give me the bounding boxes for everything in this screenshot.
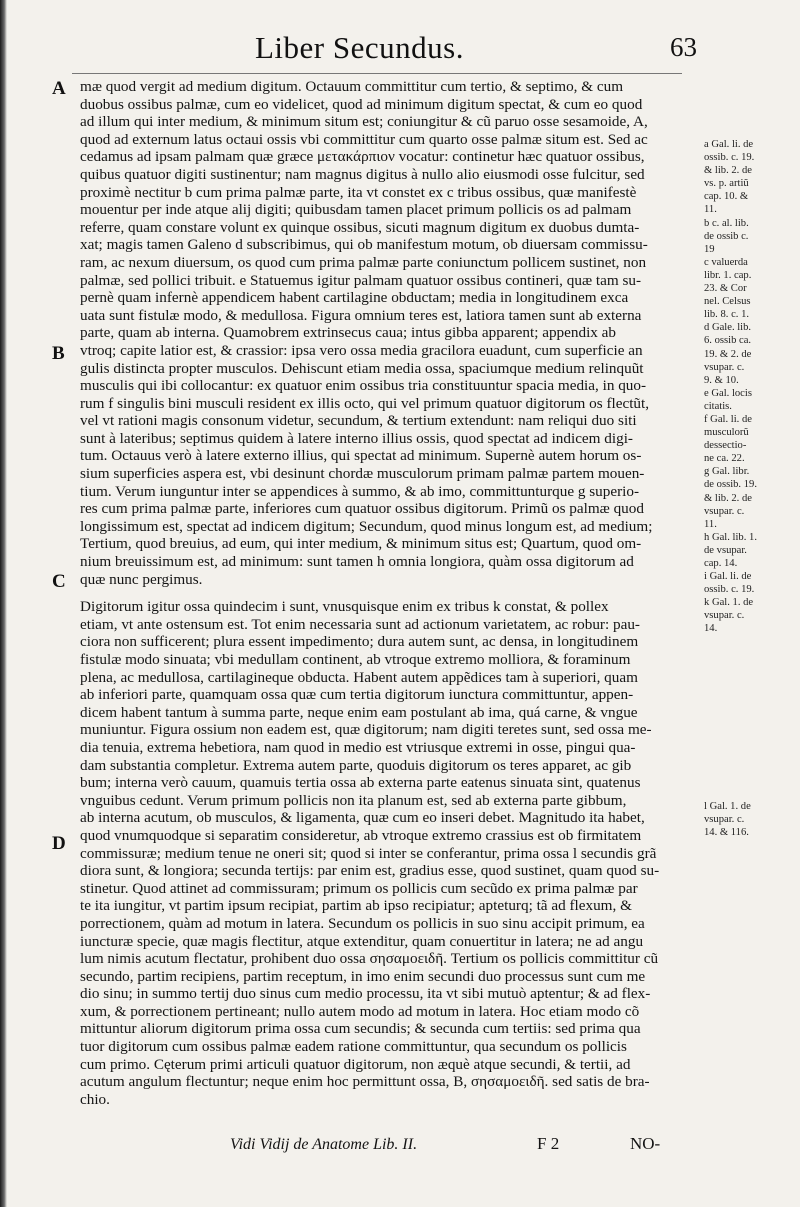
margin-note: de ossib. 19.: [704, 479, 757, 491]
margin-note: 23. & Cor: [704, 283, 747, 295]
page-number: 63: [670, 32, 697, 62]
text-line: stinetur. Quod attinet ad commissuram; primum os pollicis cum secũdo ex prima palmæ par: [80, 879, 638, 897]
text-line: tum. Octauus verò à latere externo illius, qui spectat ad minimum. Supernè autem horum os-: [80, 447, 642, 465]
margin-note: 14. & 116.: [704, 827, 749, 839]
text-line: mæ quod vergit ad medium digitum. Octauum committitur cum tertio, & septimo, & cum: [80, 78, 624, 95]
margin-note: g Gal. libr.: [704, 466, 750, 478]
text-line: Tertium, quod breuius, ad eum, qui inter medium, & minimum situs est; Quartum, quod om-: [80, 535, 642, 553]
text-line: plena, ac medullosa, cartilagineque obducta. Habent autem appẽdices tam à superiori, quam: [80, 668, 638, 686]
page-footer: [0, 1136, 800, 1166]
text-line: commissuræ; medium tenue ne oneri sit; quod si inter se conferantur, prima ossa l secundis grã: [80, 844, 657, 862]
text-line: quæ nunc pergimus.: [80, 570, 203, 588]
text-line: vnguibus cedunt. Verum primum pollicis non ita planum est, sed ab externa parte gibbum,: [80, 791, 627, 809]
text-line: te ita iungitur, vt partim ipsum recipiat, partim ab ipso recipiatur; apteturq; tã ad flexum, &: [80, 897, 632, 915]
margin-note: vsupar. c.: [704, 505, 745, 517]
margin-note: f Gal. li. de: [704, 413, 752, 425]
text-line: ciora non sufficerent; plura essent impedimento; dura autem sunt, ac densa, in longitudinem: [80, 633, 639, 651]
text-line: dicem habent tantum à summa parte, neque enim eam postulant ab ima, quá carne, & vngue: [80, 703, 638, 721]
margin-note: i Gal. li. de: [704, 571, 752, 583]
text-line: parte, quam ab interna. Quamobrem extrinsecus caua; intus gibba apparent; appendix ab: [80, 324, 617, 342]
margin-note: c valuerda: [704, 256, 748, 268]
margin-note: dessectio-: [704, 440, 747, 452]
margin-note: de ossib c.: [704, 230, 749, 242]
text-line: diora sunt, & longiora; secunda tertijs: par enim est, gradius esse, quod sustinet, quam quod su-: [80, 862, 660, 880]
text-line: fistulæ modo sinuata; vbi medullam continent, ab vtroque extremo molliora, & foraminum: [80, 651, 631, 668]
margin-note: lib. 8. c. 1.: [704, 309, 750, 321]
text-line: dam substantia completur. Extrema autem parte, quoduis digitorum os teres apparet, ac gib: [80, 756, 632, 774]
margin-note: a Gal. li. de: [704, 139, 754, 150]
text-line: bum; interna verò cauum, quamuis tertia ossa ab externa parte eatenus sinuata sint, quatenus: [80, 774, 641, 792]
text-line: secundo, partim recipiens, partim receptum, in imo enim secundi duo processus sunt cum me: [80, 967, 646, 985]
text-line: mittuntur aliorum digitorum prima ossa cum secundis; & secunda cum tertiis: sed prima qua: [80, 1020, 641, 1038]
signature-mark: F 2: [537, 1134, 560, 1153]
text-line: dia tenuia, extrema hebetiora, nam quod in medio est vtriusque extremi in osse, pingui qua-: [80, 738, 636, 756]
text-line: quod vnumquodque si separatim consideretur, ab vtroque extremo crassius est ob firmitatem: [80, 826, 642, 844]
body-text: [80, 78, 688, 1108]
margin-note: vsupar. c.: [704, 814, 745, 826]
text-line: sunt à lateribus; septimus quidem à latere interno illius ossis, quod spectat ad indicem digi-: [80, 429, 633, 447]
text-line: palmæ, sed pollici tribuit. e Statuemus igitur palmam quatuor ossibus contineri, quæ tam su-: [80, 271, 642, 289]
margin-note: vsupar. c.: [704, 610, 745, 622]
header-rule: [72, 73, 682, 74]
text-line: proximè nectitur b cum prima palmæ parte, ita vt constet ex c tribus ossibus, quæ manifestè: [80, 183, 637, 201]
text-line: Digitorum igitur ossa quindecim i sunt, vnusquisque enim ex tribus k constat, & pollex: [80, 598, 609, 616]
catchword: NO-: [630, 1134, 661, 1153]
margin-note: vs. p. artiũ: [704, 178, 749, 190]
margin-notes-lower: [704, 800, 798, 839]
text-line: acutum angulum flectuntur; neque enim hoc permittunt ossa, B, σησαμοειδῆ. sed satis de bra-: [80, 1073, 650, 1091]
section-letter-d: D: [52, 833, 66, 854]
text-line: cedamus ad ipsam palmam quæ græce μετακάρπιον vocatur: continetur hæc quatuor ossibus,: [80, 148, 645, 166]
text-line: ab inferiori parte, quamquam ossa quæ cum tertia digitorum iunctura committuntur, appen-: [80, 686, 634, 704]
page-header: [0, 30, 800, 70]
margin-note: k Gal. 1. de: [704, 597, 754, 609]
text-line: ad illum qui inter medium, & minimum situm est; coniungitur & cũ paruo osse sesamoide, A,: [80, 113, 648, 131]
text-line: tium. Verum iunguntur inter se appendices à summo, & ab imo, committunturque g superio-: [80, 482, 640, 500]
text-line: rum f singulis bini musculi resident ex illis octo, qui vel primum quatuor digitorum os flectũt,: [80, 394, 650, 412]
running-title: Liber Secundus.: [255, 30, 464, 65]
margin-note: 19. & 2. de: [704, 348, 752, 360]
margin-note: 19: [704, 243, 715, 255]
text-line: duobus ossibus palmæ, cum eo videlicet, quod ad minimum digitum spectat, & cum eo quod: [80, 95, 643, 113]
text-line: dio sinu; in summo tertij duo sinus cum medio processu, ita vt sibi mutuò aptentur; & ad flex-: [80, 985, 651, 1003]
text-line: iuncturæ specie, quæ magis flectitur, atque extenditur, quam conuertitur in latera; ne ad angu: [80, 932, 644, 950]
margin-note: cap. 14.: [704, 558, 738, 569]
paragraph-break: [80, 588, 688, 598]
margin-note: citatis.: [704, 400, 732, 412]
margin-note: h Gal. lib. 1.: [704, 531, 757, 543]
text-line: sium superficies aspera est, vbi desinunt chordæ musculorum primam palmæ partem mouen-: [80, 465, 645, 483]
text-line: mouentur per inde atque alij digiti; quibusdam tamen placet primum pollicis os ad palmam: [80, 201, 632, 219]
text-line: quibus quatuor digiti sustinentur; nam magnus digitus à nullo alio eiusmodi osse fulcitur, sed: [80, 165, 645, 183]
margin-note: ossib. c. 19.: [704, 584, 755, 596]
margin-note: 6. ossib ca.: [704, 335, 752, 347]
margin-note: 11.: [704, 204, 717, 216]
text-line: vtroq; capite latior est, & crassior: ipsa vero ossa media gracilora euadunt, cum superficie an: [80, 341, 643, 359]
text-line: gulis distincta propter musculos. Dehiscunt etiam media ossa, spaciumque medium relinquũt: [80, 359, 644, 377]
margin-note: libr. 1. cap.: [704, 269, 752, 281]
text-line: longissimum est, spectat ad indicem digitum; Secundum, quod minus longum est, ad medium;: [80, 517, 653, 535]
margin-note: d Gale. lib.: [704, 322, 752, 334]
section-letter-b: B: [52, 343, 65, 364]
margin-note: 9. & 10.: [704, 374, 739, 386]
text-line: pernè quam infernè appendicem habent cartilagine obductam; media in longitudinem exca: [80, 289, 629, 307]
margin-note: ossib. c. 19.: [704, 152, 755, 164]
binding-shadow: [0, 0, 7, 1207]
margin-notes: [704, 138, 798, 636]
text-line: porrectionem, quàm ad motum in latera. Secundum os pollicis in suo sinu accipit primum, ea: [80, 914, 645, 932]
text-line: lum nimis acutum flectatur, prohibent duo ossa σησαμοειδῆ. Tertium os pollicis committitur cũ: [80, 950, 659, 968]
text-line: ab interna acutum, ob musculos, & ligamenta, quæ cum eo inseri debet. Magnitudo ita habet,: [80, 809, 645, 827]
margin-note: nel. Celsus: [704, 296, 751, 308]
text-line: musculis qui ibi collocantur: ex quatuor enim ossibus tria constituuntur spacia media, in quo-: [80, 377, 647, 395]
text-line: etiam, vt ante ostensum est. Tot enim necessaria sunt ad actionum varietatem, ac robur: pau-: [80, 615, 640, 633]
text-line: quod ad externum latus octaui ossis vbi committitur cum quarto osse palmæ situm est. Sed ac: [80, 130, 648, 148]
text-line: res cum prima palmæ parte, inferiores cum quatuor ossibus digitorum. Primũ os palmæ quod: [80, 500, 644, 518]
margin-note: & lib. 2. de: [704, 165, 752, 177]
text-line: tuor digitorum cum ossibus palmæ eadem ratione committuntur, qua secundum os pollicis: [80, 1038, 627, 1056]
text-line: xum, & porrectionem pertineant; nullo autem modo ad motum in latera. Hoc etiam modo cõ: [80, 1002, 640, 1020]
text-line: uata sunt fistulæ modo, & medullosa. Figura omnium teres est, latiora tamen sunt ab externa: [80, 306, 642, 324]
margin-note: l Gal. 1. de: [704, 801, 751, 812]
footer-title: Vidi Vidij de Anatome Lib. II.: [230, 1136, 418, 1153]
margin-note: 14.: [704, 623, 718, 635]
text-line: referre, quam constare volunt ex quinque ossibus, sicuti magnum digitum ex duobus dumta-: [80, 218, 640, 236]
margin-note: cap. 10. &: [704, 191, 749, 203]
margin-note: b c. al. lib.: [704, 217, 749, 229]
text-line: nium breuissimum est, ad minimum: sunt tamen h omnia longiora, quàm ossa digitorum ad: [80, 553, 634, 571]
margin-note: 11.: [704, 518, 717, 530]
margin-note: ne ca. 22.: [704, 453, 745, 465]
section-letter-a: A: [52, 78, 66, 99]
text-line: cum primo. Cęterum primi articuli quatuor digitorum, non æquè atque secundi, & tertii, ad: [80, 1055, 631, 1073]
text-line: vel vt rationi magis consonum videtur, secundum, & tertium extendunt: nam reliqui duo siti: [80, 412, 637, 430]
text-line: chio.: [80, 1090, 110, 1108]
section-letter-c: C: [52, 571, 66, 592]
margin-note: musculorũ: [704, 427, 749, 439]
margin-note: & lib. 2. de: [704, 492, 752, 504]
margin-note: e Gal. locis: [704, 387, 752, 399]
margin-note: de vsupar.: [704, 544, 747, 556]
text-line: ram, ac nexum diuersum, os quod cum prima palmæ parte coniunctum pollicem sustinet, non: [80, 253, 647, 271]
margin-note: vsupar. c.: [704, 361, 745, 373]
text-line: xat; magis tamen Galeno d subscribimus, qui ob manifestum motum, ob diuersam commissu-: [80, 236, 648, 254]
text-line: muniuntur. Figura ossium non eadem est, quæ digitorum; nam digiti teretes sunt, sed ossa me-: [80, 721, 652, 739]
